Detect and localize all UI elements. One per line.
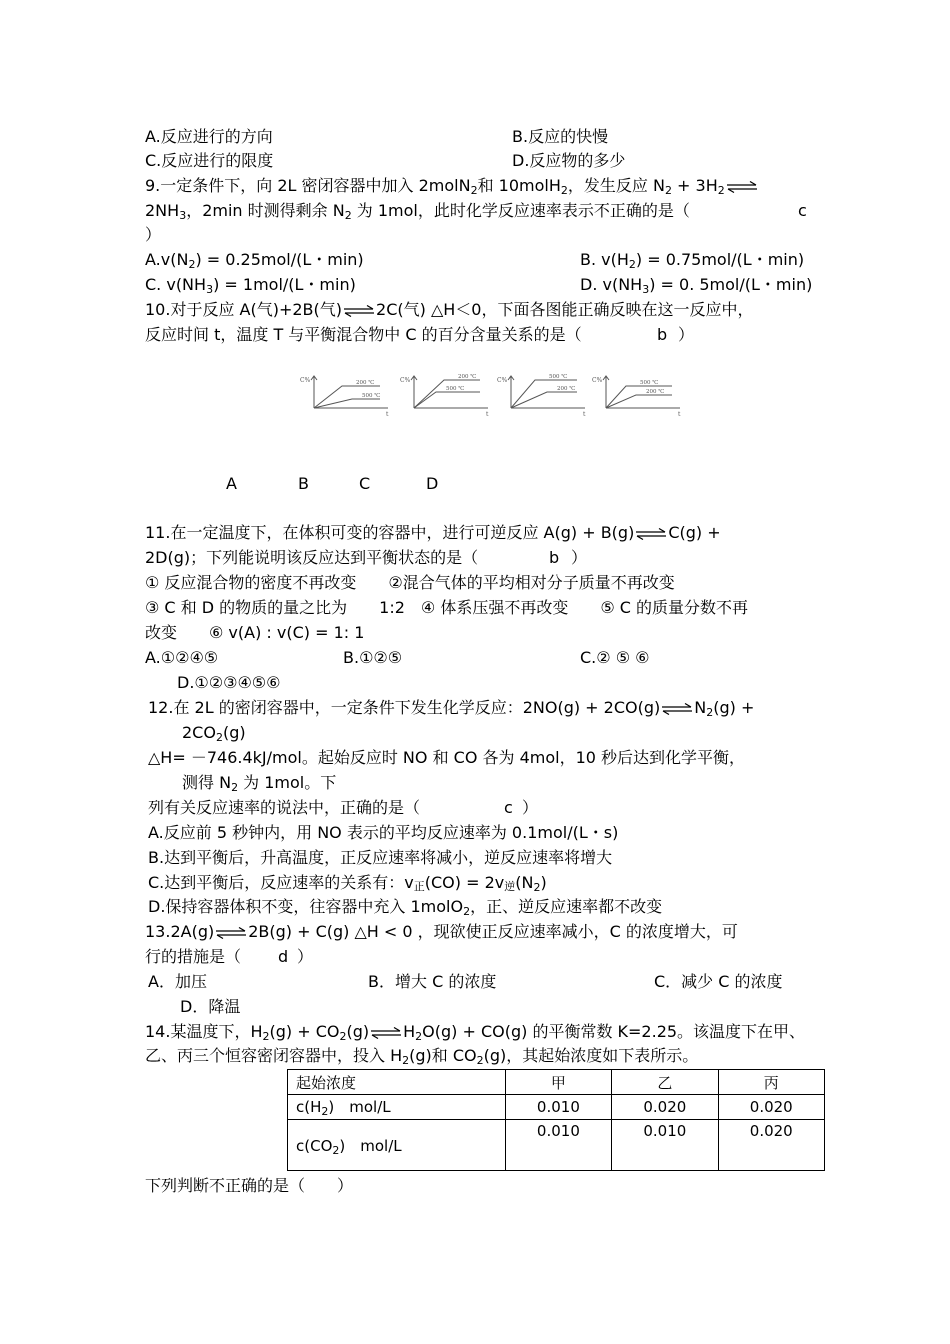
q10-close-paren: ） (678, 325, 695, 344)
q12-answer: c (504, 798, 513, 817)
equilibrium-arrow-icon (725, 181, 759, 193)
q11-option-d: D.①②③④⑤⑥ (177, 673, 281, 692)
lower-temp-label: 200 ℃ (557, 386, 576, 392)
q9-option-b: B. $v(H_2) = 0.75mol/(L$・min) (580, 250, 805, 271)
q10-label-b: B (298, 474, 309, 493)
table-header-cell: 起始浓度 (288, 1070, 506, 1095)
q9-option-d: D. $v(NH_3) = 0$. 5mol/(L・min) (580, 275, 813, 296)
q9-option-c: C. $v(NH_3) = 1mol/(L$・min) (145, 275, 356, 296)
q13-answer: d (278, 947, 289, 966)
q9-option-a: $A.v(N_2) = 0.25mol/(L$・min) (145, 250, 364, 271)
q13-option-a: A．加压 (148, 972, 207, 991)
q12-option-b: B.达到平衡后，升高温度，正反应速率将减小，逆反应速率将增大 (148, 848, 613, 867)
q12-stem-line5: 列有关反应速率的说法中，正确的是（ (148, 798, 421, 817)
q11-condition-line3: 改变 ⑥ v(A) : v(C) = 1: 1 (145, 623, 365, 642)
q9-answer: c (798, 201, 807, 220)
lower-temp-curve (414, 392, 480, 408)
lower-temp-label: 500 ℃ (446, 386, 465, 392)
lower-temp-curve (511, 392, 577, 408)
q11-close-paren: ） (571, 548, 588, 567)
q12-option-c: C.达到平衡后，反应速率的关系有：v正(CO) = 2v逆$(N_2)$ (148, 873, 547, 894)
q10-answer: b (657, 325, 668, 344)
upper-temp-curve (414, 380, 480, 408)
equilibrium-arrow-icon (342, 305, 376, 317)
upper-temp-label: 500 ℃ (549, 374, 568, 380)
table-header-cell: 甲 (505, 1070, 611, 1095)
y-axis-label: C% (300, 377, 311, 384)
q9-close-paren: ） (145, 225, 162, 244)
q8-option-c: C.反应进行的限度 (145, 151, 274, 170)
q9-stem-line1: 9.一定条件下，向 2L 密闭容器中加入 2molN$_2$和 10molH$_2$，发生反应 $N_2 + 3H_2$ (145, 175, 759, 202)
lower-temp-label: 200 ℃ (646, 389, 665, 395)
table-row (288, 1095, 825, 1120)
initial-concentration-table (287, 1069, 825, 1171)
q9-stem-line2: $2NH_3$，2min 时测得剩余 $N_2$ 为 1mol，此时化学反应速率表示不正确的是（ (145, 201, 690, 222)
graph-a (300, 376, 389, 418)
q8-option-d: D.反应物的多少 (512, 151, 626, 170)
q11-option-b: B.①②⑤ (343, 648, 403, 667)
q12-stem-line3: △H= －746.4kJ/mol。起始反应时 NO 和 CO 各为 4mol，10 秒后达到化学平衡， (148, 748, 746, 767)
row-label-co2: $c(CO_2)$ mol/L (288, 1120, 506, 1171)
q13-option-b: B．增大 C 的浓度 (368, 972, 497, 991)
q12-option-d: D.保持容器体积不变，往容器中充入 1molO$_2$，正、逆反应速率都不改变 (148, 897, 663, 918)
q12-option-a: A.反应前 5 秒钟内，用 NO 表示的平均反应速率为 0.1mol/(L・s) (148, 823, 619, 842)
upper-temp-label: 500 ℃ (640, 380, 659, 386)
table-cell: 0.010 (505, 1120, 611, 1171)
equilibrium-arrow-icon (369, 1027, 403, 1039)
q10-graphs (300, 372, 690, 418)
graph-b (400, 373, 489, 418)
q12-stem-line2: $2CO_2(g)$ (182, 723, 246, 744)
q12-stem-line4: 测得 $N_2$ 为 1mol。下 (182, 773, 337, 794)
q13-stem-line1: 13.2A(g) 2B(g) + C(g) △H < 0 ，现欲使正反应速率减小，C 的浓度增大，可 (145, 922, 738, 941)
q14-tail: 下列判断不正确的是（ ） (145, 1176, 354, 1195)
q14-stem-line1: 14.某温度下，$H_2(g) + CO_2(g)$ $H_2O(g) + CO(g)$ 的平衡常数 K=2.25。该温度下在甲、 (145, 1022, 806, 1043)
q11-condition-line2: ③ C 和 D 的物质的量之比为 1:2 ④ 体系压强不再改变 ⑤ C 的质量分数不再 (145, 598, 749, 617)
x-axis-label: t (386, 411, 389, 418)
table-cell: 0.020 (612, 1095, 718, 1120)
q14-stem-line2: 乙、丙三个恒容密闭容器中，投入 $H_2(g)$和 $CO_2(g)$，其起始浓度如下表所示。 (145, 1046, 699, 1067)
q10-stem-line2: 反应时间 t，温度 T 与平衡混合物中 C 的百分含量关系的是（ (145, 325, 582, 344)
x-axis-label: t (486, 411, 489, 418)
table-cell: 0.010 (612, 1120, 718, 1171)
graph-c (497, 373, 586, 418)
q11-condition-line1: ① 反应混合物的密度不再改变 ②混合气体的平均相对分子质量不再改变 (145, 573, 675, 592)
q11-option-a: A.①②④⑤ (145, 648, 219, 667)
equilibrium-arrow-icon (214, 927, 248, 939)
q12-stem-line1: 12.在 2L 的密闭容器中，一定条件下发生化学反应：2NO(g) + 2CO(g) $N_2(g)$ + (148, 698, 755, 719)
y-axis-label: C% (592, 377, 603, 384)
y-axis-label: C% (400, 377, 411, 384)
q13-stem-line2: 行的措施是（ (145, 947, 242, 966)
q10-label-d: D (426, 474, 439, 493)
row-label-h2: $c(H_2)$ mol/L (288, 1095, 506, 1120)
equilibrium-arrow-icon (634, 528, 668, 540)
upper-temp-label: 200 ℃ (356, 380, 375, 386)
q10-stem-line1: 10.对于反应 A(气)+2B(气) 2C(气) △H＜0，下面各图能正确反映在这一反应中， (145, 300, 754, 319)
q11-stem-line2: 2D(g)；下列能说明该反应达到平衡状态的是（ (145, 548, 479, 567)
q11-option-c: C.② ⑤ ⑥ (580, 648, 650, 667)
table-cell: 0.020 (718, 1095, 824, 1120)
q12-close-paren: ） (522, 798, 539, 817)
q10-label-a: A (226, 474, 237, 493)
graph-d (592, 376, 681, 418)
q11-stem-line1: 11.在一定温度下，在体积可变的容器中，进行可逆反应 A(g) + B(g) C(g) + (145, 523, 721, 542)
lower-temp-label: 500 ℃ (362, 393, 381, 399)
q8-option-b: B.反应的快慢 (512, 127, 609, 146)
x-axis-label: t (678, 411, 681, 418)
table-header-row (288, 1070, 825, 1095)
table-row (288, 1120, 825, 1171)
q11-answer: b (549, 548, 560, 567)
upper-temp-label: 200 ℃ (458, 374, 477, 380)
x-axis-label: t (583, 411, 586, 418)
table-header-cell: 乙 (612, 1070, 718, 1095)
q13-option-c: C．减少 C 的浓度 (654, 972, 783, 991)
table-cell: 0.020 (718, 1120, 824, 1171)
equilibrium-arrow-icon (660, 703, 694, 715)
q10-label-c: C (359, 474, 371, 493)
q13-close-paren: ） (297, 947, 314, 966)
q13-option-d: D．降温 (180, 997, 241, 1016)
table-cell: 0.010 (505, 1095, 611, 1120)
table-header-cell: 丙 (718, 1070, 824, 1095)
q8-option-a: A.反应进行的方向 (145, 127, 273, 146)
y-axis-label: C% (497, 377, 508, 384)
